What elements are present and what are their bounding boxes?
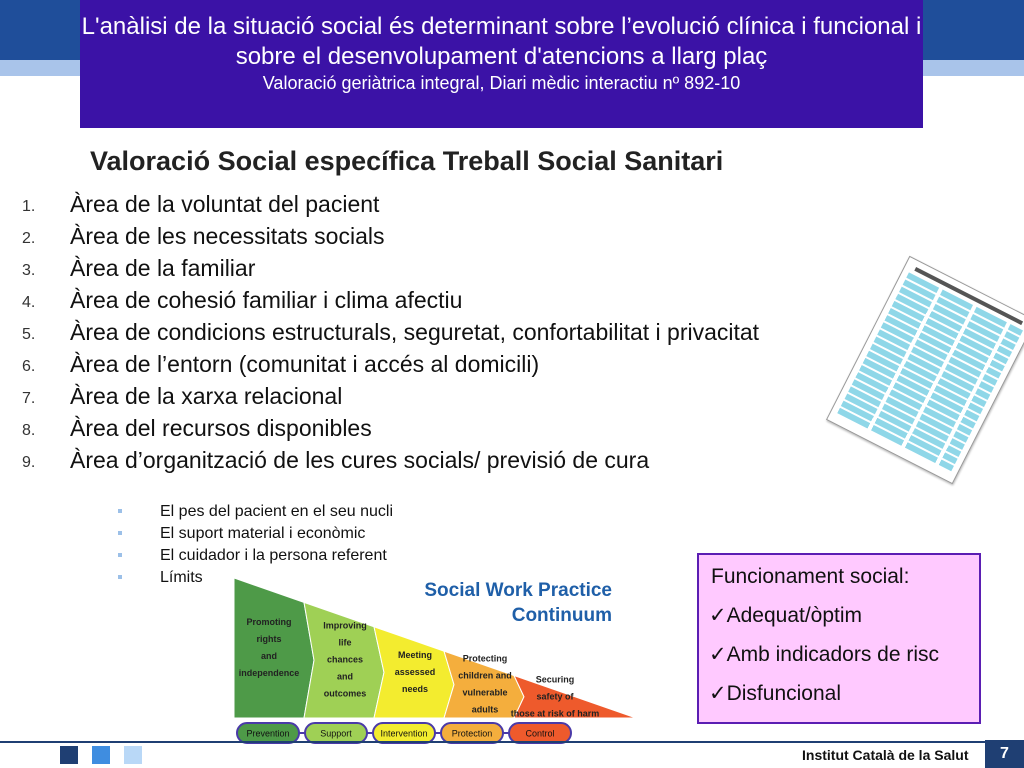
continuum-segment-label: children and [458, 670, 512, 681]
item-number: 6. [22, 358, 36, 375]
item-number: 4. [22, 294, 36, 311]
footer-square-icon [92, 746, 110, 764]
continuum-segment-label: Protecting [462, 653, 508, 664]
stage-pill [509, 723, 571, 743]
stage-pill [237, 723, 305, 743]
swp-title [424, 578, 612, 628]
sub-item-text: El cuidador i la persona referent [160, 547, 387, 564]
item-text: Àrea del recursos disponibles [70, 415, 372, 441]
item-number: 5. [22, 326, 36, 343]
stage-pill [373, 723, 441, 743]
sub-item-text: Límits [160, 569, 203, 586]
footer-square-icon [60, 746, 78, 764]
item-text: Àrea d’organització de les cures socials/ previsió de cura [70, 447, 650, 473]
list-item [22, 190, 802, 218]
stage-label: Intervention [380, 728, 428, 739]
continuum-segment-label: life [338, 637, 352, 648]
sub-item [118, 501, 393, 523]
stage-label: Control [525, 728, 555, 739]
list-item [22, 222, 802, 250]
item-text: Àrea de la voluntat del pacient [70, 191, 380, 217]
item-text: Àrea de cohesió familiar i clima afectiu [70, 287, 463, 313]
item-number: 2. [22, 230, 36, 247]
continuum-segment-label: rights [256, 634, 282, 644]
stage-label: Prevention [246, 728, 290, 739]
bullet-icon [118, 509, 122, 513]
footer-square-icon [124, 746, 142, 764]
slide-header [80, 0, 923, 128]
continuum-segment-label: those at risk of harm [510, 708, 600, 718]
swp-title-line1: Social Work Practice [424, 580, 612, 601]
continuum-segment-label: safety of [536, 691, 574, 702]
institution-name: Institut Català de la Salut [802, 747, 969, 763]
continuum-segment-label: and [336, 671, 354, 682]
item-text: Àrea de la xarxa relacional [70, 383, 343, 409]
bullet-icon [118, 575, 122, 579]
social-functioning-item: ✓Adequat/òptim [709, 604, 863, 627]
continuum-segment-label: independence [238, 668, 300, 678]
continuum-segment-label: and [260, 651, 278, 661]
item-number: 1. [22, 198, 36, 215]
list-item [22, 446, 802, 474]
sub-item [118, 545, 393, 567]
continuum-segment-label: Improving [323, 620, 367, 631]
list-item [22, 350, 802, 378]
slide-source: Valoració geriàtrica integral, Diari mèdic interactiu nº 892-10 [262, 73, 741, 93]
item-number: 8. [22, 422, 36, 439]
sub-item [118, 523, 393, 545]
page-number: 7 [985, 740, 1024, 768]
continuum-segment-label: chances [326, 654, 364, 665]
section-subtitle: Valoració Social específica Treball Social Sanitari [90, 146, 724, 176]
stage-pill [441, 723, 509, 743]
item-text: Àrea de l’entorn (comunitat i accés al domicili) [70, 351, 540, 377]
continuum-segment-label: needs [401, 683, 429, 694]
stage-label: Protection [451, 728, 493, 739]
stage-pill [305, 723, 373, 743]
item-text: Àrea de condicions estructurals, seguretat, confortabilitat i privacitat [70, 319, 760, 345]
footer-divider [0, 741, 1024, 743]
item-text: Àrea de la familiar [70, 255, 256, 281]
social-functioning-title: Funcionament social: [711, 565, 910, 588]
continuum-segment-label: adults [471, 704, 499, 715]
continuum-segment-label: Promoting [246, 617, 292, 627]
assessment-form-thumbnail [826, 256, 1024, 484]
social-functioning-item: ✓Disfuncional [709, 682, 841, 705]
swp-title-line2: Continuum [511, 605, 612, 626]
continuum-stages [236, 721, 576, 747]
item-number: 3. [22, 262, 36, 279]
bullet-icon [118, 531, 122, 535]
continuum-segment-label: Meeting [397, 649, 433, 660]
areas-list [22, 190, 802, 478]
list-item [22, 382, 802, 410]
continuum-segment [234, 578, 314, 718]
item-text: Àrea de les necessitats socials [70, 223, 385, 249]
sub-item-text: El suport material i econòmic [160, 525, 366, 542]
list-item [22, 286, 802, 314]
social-functioning-item: ✓Amb indicadors de risc [709, 643, 940, 666]
bullet-icon [118, 553, 122, 557]
list-item [22, 318, 802, 346]
social-functioning-box [697, 553, 981, 724]
stage-label: Support [320, 728, 352, 739]
continuum-segment-label: assessed [394, 666, 436, 677]
item-number: 7. [22, 390, 36, 407]
social-work-practice-diagram [232, 578, 652, 768]
subitems-list [118, 501, 393, 589]
list-item [22, 254, 802, 282]
slide-title: L'anàlisi de la situació social és determinant sobre l’evolució clínica i funcional i sobre el desenvolupament d'atencions a llarg plaç [81, 13, 922, 70]
continuum-segment-label: outcomes [323, 688, 367, 699]
continuum-segment-label: Securing [535, 674, 575, 685]
list-item [22, 414, 802, 442]
item-number: 9. [22, 454, 36, 471]
continuum-segment-label: vulnerable [462, 687, 508, 698]
sub-item-text: El pes del pacient en el seu nucli [160, 503, 394, 520]
